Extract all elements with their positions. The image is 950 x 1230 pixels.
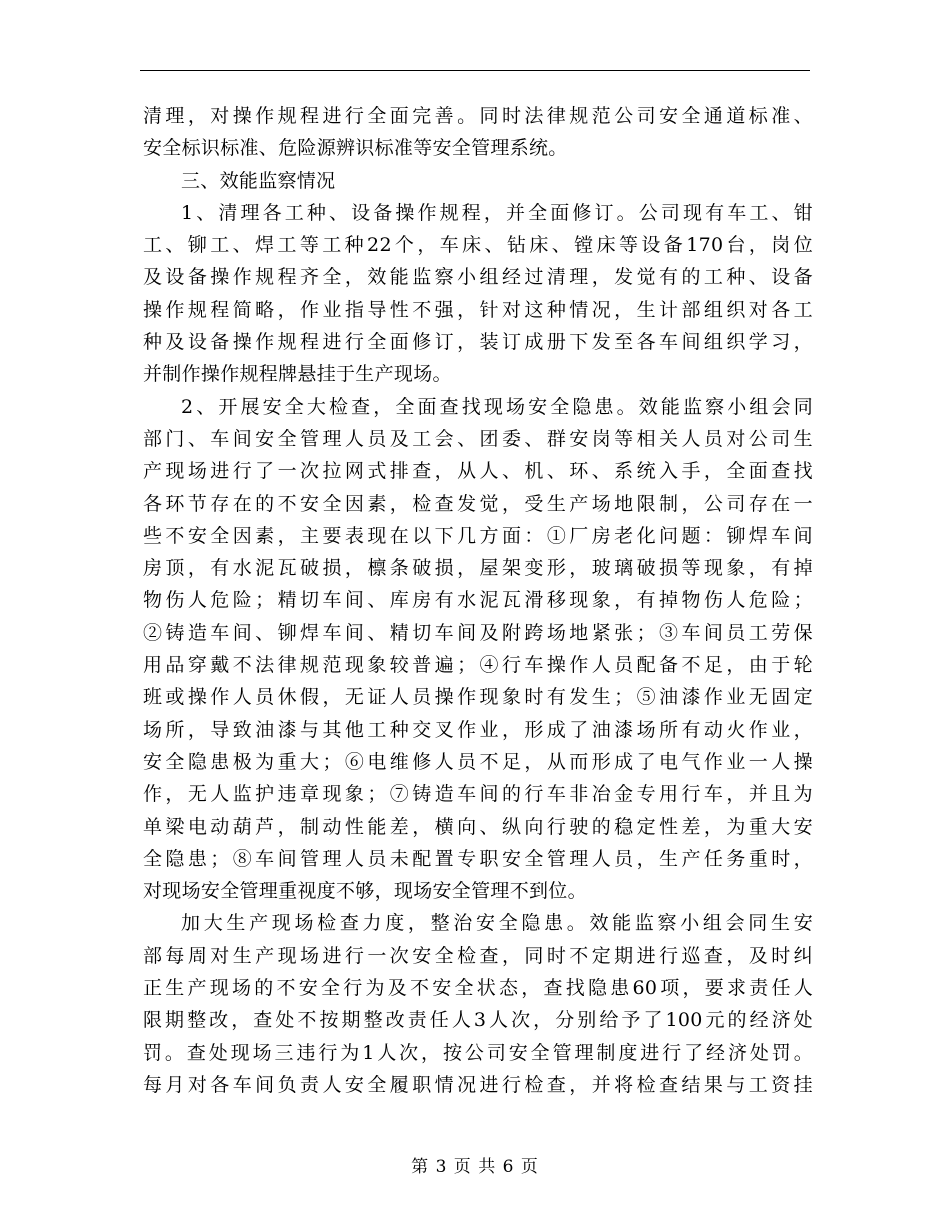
text-line: 全隐患；⑧车间管理人员未配置专职安全管理人员，生产任务重时， — [143, 847, 813, 870]
text-line: 罚。查处现场三违行为1人次，按公司安全管理制度进行了经济处罚。 — [143, 1041, 813, 1064]
text-line: 部每周对生产现场进行一次安全检查，同时不定期进行巡查，及时纠 — [143, 944, 813, 967]
text-line: 部门、车间安全管理人员及工会、团委、群安岗等相关人员对公司生 — [143, 427, 813, 450]
text-line: 每月对各车间负责人安全履职情况进行检查，并将检查结果与工资挂 — [143, 1073, 813, 1096]
text-line: 加大生产现场检查力度，整治安全隐患。效能监察小组会同生安 — [181, 912, 813, 935]
text-line: 班或操作人员休假，无证人员操作现象时有发生；⑤油漆作业无固定 — [143, 686, 813, 709]
text-line: 物伤人危险；精切车间、库房有水泥瓦滑移现象，有掉物伤人危险； — [143, 589, 813, 612]
text-line: 各环节存在的不安全因素，检查发觉，受生产场地限制，公司存在一 — [143, 492, 813, 515]
text-line: 些不安全因素，主要表现在以下几方面：①厂房老化问题：铆焊车间 — [143, 524, 813, 547]
text-line: 清理，对操作规程进行全面完善。同时法律规范公司安全通道标准、 — [143, 105, 813, 127]
text-line: 房顶，有水泥瓦破损，檩条破损，屋架变形，玻璃破损等现象，有掉 — [143, 557, 813, 580]
text-line: 种及设备操作规程进行全面修订，装订成册下发至各车间组织学习， — [143, 331, 813, 354]
text-line: 限期整改，查处不按期整改责任人3人次，分别给予了100元的经济处 — [143, 1009, 813, 1032]
text-line: 及设备操作规程齐全，效能监察小组经过清理，发觉有的工种、设备 — [143, 266, 813, 289]
text-line: ②铸造车间、铆焊车间、精切车间及附跨场地紧张；③车间员工劳保 — [143, 621, 813, 644]
text-line: 单梁电动葫芦，制动性能差，横向、纵向行驶的稳定性差，为重大安 — [143, 815, 813, 838]
page-number-footer: 第 3 页 共 6 页 — [411, 1157, 539, 1177]
header-rule — [140, 70, 810, 71]
text-line: 作，无人监护违章现象；⑦铸造车间的行车非冶金专用行车，并且为 — [143, 783, 813, 806]
text-line: 工、铆工、焊工等工种22个，车床、钻床、镗床等设备170台，岗位 — [143, 234, 813, 257]
text-line: 安全隐患极为重大；⑥电维修人员不足，从而形成了电气作业一人操 — [143, 750, 813, 773]
text-line: 产现场进行了一次拉网式排查，从人、机、环、系统入手，全面查找 — [143, 460, 813, 483]
text-line: 并制作操作规程牌悬挂于生产现场。 — [143, 363, 452, 386]
document-body — [143, 100, 813, 1101]
text-line: 场所，导致油漆与其他工种交叉作业，形成了油漆场所有动火作业， — [143, 718, 813, 741]
text-line: 1、清理各工种、设备操作规程，并全面修订。公司现有车工、钳 — [181, 201, 813, 224]
text-line: 用品穿戴不法律规范现象较普遍；④行车操作人员配备不足，由于轮 — [143, 654, 813, 677]
text-line: 对现场安全管理重视度不够，现场安全管理不到位。 — [143, 880, 587, 903]
text-line: 安全标识标准、危险源辨识标准等安全管理系统。 — [143, 137, 568, 160]
text-line: 操作规程简略，作业指导性不强，针对这种情况，生计部组织对各工 — [143, 298, 813, 321]
section-heading: 三、效能监察情况 — [181, 169, 336, 192]
text-line: 正生产现场的不安全行为及不安全状态，查找隐患60项，要求责任人 — [143, 977, 813, 1000]
text-line: 2、开展安全大检查，全面查找现场安全隐患。效能监察小组会同 — [181, 395, 813, 418]
